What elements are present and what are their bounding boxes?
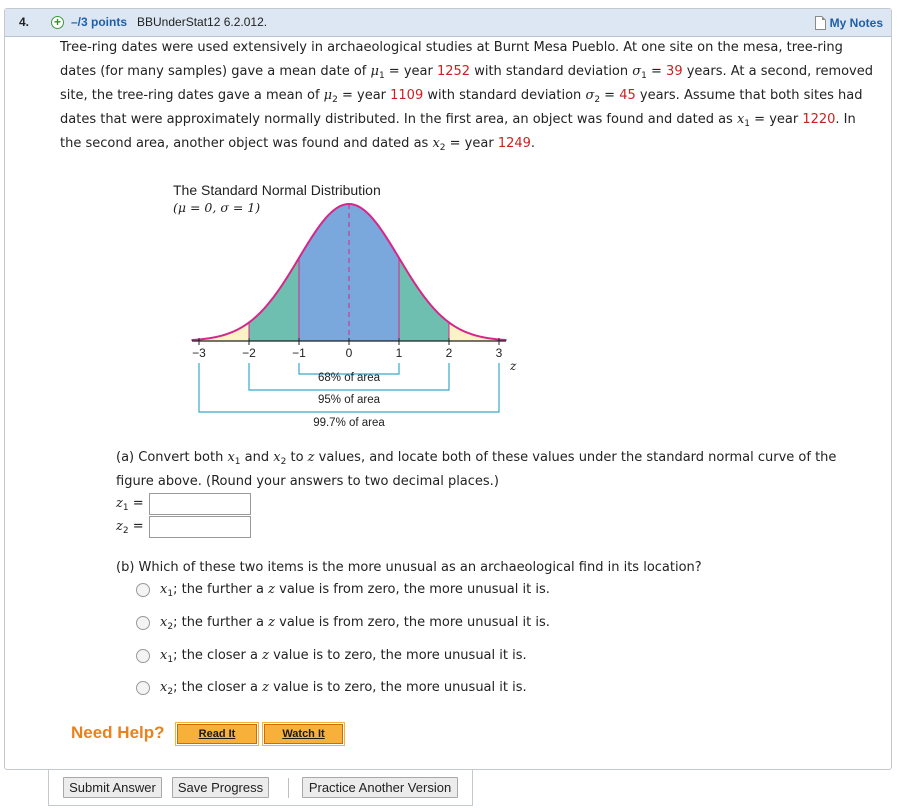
figure-params: (μ = 0, σ = 1): [173, 200, 261, 215]
z1-input[interactable]: [149, 493, 251, 515]
mu2-value: 1109: [390, 88, 424, 103]
submit-answer-button[interactable]: Submit Answer: [63, 777, 162, 798]
option-1-text: $x_1$; the further a z value is from zero, the more unusual it is.: [160, 582, 550, 599]
mu1-value: 1252: [436, 64, 471, 79]
axis-tick-label: 0: [345, 346, 353, 360]
note-icon: [815, 16, 826, 30]
figure-title: The Standard Normal Distribution: [173, 182, 381, 198]
option-2-text: $x_2$; the further a z value is from zero, the more unusual it is.: [160, 615, 550, 632]
option-2-radio[interactable]: [136, 616, 150, 630]
my-notes-label: My Notes: [829, 16, 883, 30]
sigma1-value: 39: [666, 64, 683, 79]
save-progress-button[interactable]: Save Progress: [172, 777, 269, 798]
problem-statement: Tree-ring dates were used extensively in archaeological studies at Burnt Mesa Pueblo. At one site on the mesa, tree-ring dates (for many samples) gave a mean date of $\mu_1$ = year 1252 with standard deviation $\sigma_1 = 39$ years. At a second, removed site, the tree-ring dates gave a mean of $\mu_2$ = year 1109 with standard deviation $\sigma_2 = 45$ years. Assume that both sites had dates that were approximately normally distributed. In the first area, an object was found and dated as $x_1$ = year 1220. In the second area, another object was found and dated as $x_2$ = year 1249.: [60, 40, 874, 153]
label-68-percent: 68% of area: [317, 372, 381, 384]
x2-value: 1249: [497, 136, 531, 151]
label-95-percent: 95% of area: [317, 394, 381, 406]
option-4-text: $x_2$; the closer a z value is to zero, the more unusual it is.: [160, 680, 527, 697]
z2-input[interactable]: [149, 516, 251, 538]
axis-tick-label: −1: [292, 346, 306, 360]
axis-tick-label: 3: [495, 346, 503, 360]
my-notes-button[interactable]: [811, 13, 887, 33]
axis-tick-label: 2: [445, 346, 453, 360]
axis-tick-label: 1: [395, 346, 403, 360]
problem-source: BBUnderStat12 6.2.012.: [137, 15, 268, 29]
z2-label: $z_2$ =: [116, 519, 144, 536]
action-divider: [288, 778, 289, 798]
axis-variable-label: z: [510, 359, 517, 373]
axis-tick-label: −2: [242, 346, 256, 360]
need-help-heading: Need Help?: [71, 723, 165, 742]
tail-right: [449, 322, 507, 341]
practice-another-version-button[interactable]: Practice Another Version: [302, 777, 458, 798]
part-a-prompt: (a) Convert both $x_1$ and $x_2$ to z values, and locate both of these values under the standard normal curve of the figure above. (Round your answers to two decimal places.): [116, 450, 837, 489]
option-3-radio[interactable]: [136, 649, 150, 663]
read-it-button[interactable]: Read It: [177, 724, 257, 744]
sigma2-value: 45: [619, 88, 636, 103]
option-3-text: $x_1$; the closer a z value is to zero, the more unusual it is.: [160, 648, 527, 665]
option-1-radio[interactable]: [136, 583, 150, 597]
tail-left: [192, 322, 250, 341]
part-b-prompt: (b) Which of these two items is the more unusual as an archaeological find in its location?: [116, 560, 702, 575]
x1-value: 1220: [802, 112, 836, 127]
watch-it-button[interactable]: Watch It: [264, 724, 343, 744]
axis-tick-label: −3: [192, 346, 206, 360]
z1-label: $z_1$ =: [116, 496, 144, 513]
label-997-percent: 99.7% of area: [313, 417, 385, 429]
question-number: 4.: [19, 15, 30, 29]
question-header: [5, 9, 891, 37]
standard-normal-figure: [170, 178, 530, 438]
points-label: –/3 points: [71, 15, 128, 29]
option-4-radio[interactable]: [136, 681, 150, 695]
expand-plus-icon[interactable]: +: [51, 16, 64, 29]
